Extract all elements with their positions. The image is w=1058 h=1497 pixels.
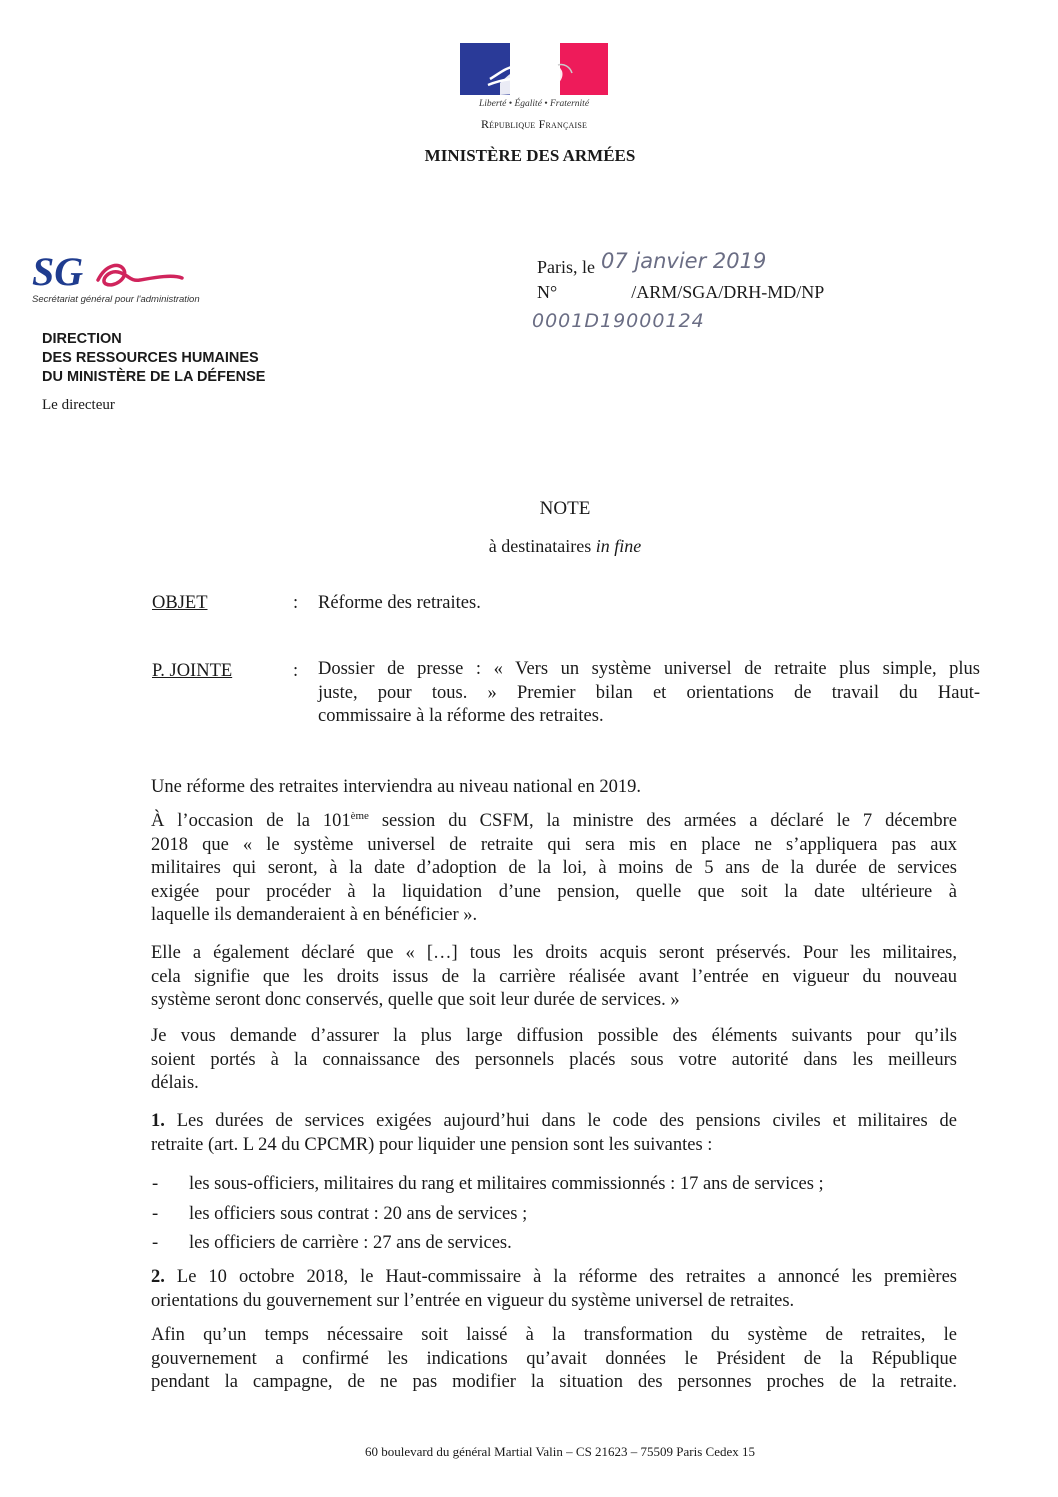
pj-value [318, 658, 980, 729]
sga-logo [32, 248, 222, 300]
recipients-prefix: à destinataires [488, 536, 592, 556]
paragraph-line: système seront donc conservés, quelle que soit leur durée de services. » [151, 990, 680, 1010]
paragraph-line: orientations du gouvernement sur l’entrée en vigueur du système universel de retraites. [151, 1290, 795, 1311]
handwritten-number: 0001D19000124 [532, 310, 705, 332]
pj-line: juste, pour tous. » Premier bilan et orientations de travail du Haut- [318, 682, 980, 703]
paragraph-4 [151, 1025, 957, 1096]
paragraph-line: Afin qu’un temps nécessaire soit laissé à la transformation du système de retraites, le [151, 1325, 957, 1345]
paragraph-line: À l’occasion de la 101ème session du CSFM, la ministre des armées a déclaré le 7 décembre [151, 810, 957, 831]
footer-address: 60 boulevard du général Martial Valin – CS 21623 – 75509 Paris Cedex 15 [364, 1444, 756, 1459]
direction-block [42, 330, 265, 387]
paragraph-1: Une réforme des retraites interviendra au niveau national en 2019. [151, 777, 642, 797]
paragraph-line: Elle a également déclaré que « […] tous les droits acquis seront préservés. Pour les militaires, [151, 943, 957, 963]
marianne-logo [460, 43, 608, 95]
paragraph-line: Je vous demande d’assurer la plus large diffusion possible des éléments suivants pour qu’ils [151, 1026, 957, 1046]
note-recipients [0, 536, 1058, 557]
objet-value: Réforme des retraites. [318, 593, 481, 613]
paragraph-3 [151, 942, 957, 1013]
pj-colon: : [293, 661, 299, 681]
paragraph-line: retraite (art. L 24 du CPCMR) pour liquider une pension sont les suivantes : [151, 1134, 713, 1155]
objet-label: OBJET [152, 593, 208, 613]
pj-line: commissaire à la réforme des retraites. [318, 706, 604, 726]
paragraph-line: 1. Les durées de services exigées aujourd’hui dans le code des pensions civiles et militaires de [151, 1111, 957, 1131]
number-code: /ARM/SGA/DRH-MD/NP [631, 282, 825, 302]
objet-colon: : [293, 593, 299, 613]
direction-line: DU MINISTÈRE DE LA DÉFENSE [42, 369, 266, 385]
direction-line: DIRECTION [42, 331, 122, 347]
direction-line: DES RESSOURCES HUMAINES [42, 350, 259, 366]
logo-motto: Liberté • Égalité • Fraternité [478, 99, 590, 109]
paragraph-line: militaires qui seront, à la date d’adoption de la loi, à moins de 5 ans de la durée de services [151, 858, 957, 878]
paragraph-line: pendant la campagne, de ne pas modifier la situation des personnes proches de la retraite. [151, 1372, 957, 1392]
paragraph-line: gouvernement a confirmé les indications qu’avait données le Président de la République [151, 1348, 957, 1369]
reference-number [537, 282, 824, 303]
paragraph-line: cela signifie que les droits issus de la carrière réalisée avant l’entrée en vigueur du nouveau [151, 966, 957, 987]
paragraph-7 [151, 1324, 957, 1395]
ministry-title: MINISTÈRE DES ARMÉES [424, 146, 636, 165]
pj-label: P. JOINTE [152, 661, 233, 681]
paragraph-5 [151, 1110, 957, 1157]
paragraph-6 [151, 1266, 957, 1313]
paragraph-2 [151, 810, 957, 928]
note-title: NOTE [539, 498, 591, 519]
recipients-italic: in fine [595, 536, 642, 556]
paragraph-line: laquelle ils demanderaient à en bénéficier ». [151, 905, 478, 925]
signatory: Le directeur [42, 397, 115, 413]
handwritten-date: 07 janvier 2019 [601, 249, 767, 273]
sga-subtitle: Secrétariat général pour l'administration [32, 294, 200, 305]
place-prefix: Paris, le [537, 257, 595, 277]
paragraph-line: délais. [151, 1073, 199, 1093]
paragraph-line: 2. Le 10 octobre 2018, le Haut-commissaire à la réforme des retraites a annoncé les premières [151, 1267, 957, 1287]
paragraph-line: exigée pour procéder à la liquidation d’une pension, quelle que soit la date ultérieure à [151, 881, 957, 902]
pj-line: Dossier de presse : « Vers un système universel de retraite plus simple, plus [318, 659, 980, 679]
paragraph-line: soient portés à la connaissance des personnels placés sous votre autorité dans les meilleurs [151, 1049, 957, 1070]
svg-text:SG: SG [32, 249, 84, 294]
number-prefix: N° [537, 282, 558, 302]
logo-republic: République Française [480, 117, 588, 131]
paragraph-line: 2018 que « le système universel de retraite qui sera mis en place ne s’appliquera pas aux [151, 834, 957, 855]
